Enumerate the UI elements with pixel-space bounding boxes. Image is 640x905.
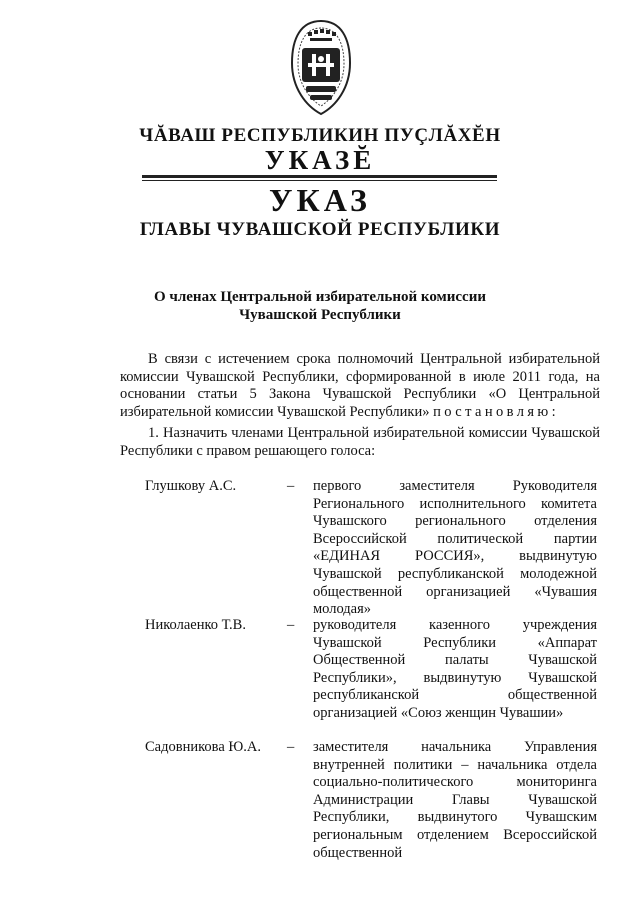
member-description: руководителя казенного учреждения Чувашской Республики «Аппарат Общественной палаты Чувашской Республики», выдвинутую Чувашской республиканской общественной организацией «Союз женщин Чувашии» [313,617,597,721]
intro-paragraph [120,351,600,421]
state-emblem-icon [286,18,356,118]
member-description: первого заместителя Руководителя Регионального исполнительного комитета Чувашского регионального отделения Всероссийской политической партии «ЕДИНАЯ РОССИЯ», выдвинутую Чувашской республиканской молодежной общественной организацией «Чувашия молодая» [313,478,597,618]
decree-subject-line2: Чувашской Республики [239,307,401,323]
member-name: Глушкову А.С. [145,478,237,494]
member-dash: – [287,739,295,755]
item-1-paragraph: 1. Назначить членами Центральной избирательной комиссии Чувашской Республики с правом решающего голоса: [120,425,600,459]
intro-text: В связи с истечением срока полномочий Центральной избирательной комиссии Чувашской Республики, сформированной в июле 2011 года, на основании статьи 5 Закона Чувашской Республики «О Центральной избирательной комиссии Чувашской Республики» [120,351,600,420]
header-russian-title: УКАЗ [269,182,371,218]
decree-subject-line1: О членах Центральной избирательной комиссии [153,289,486,305]
member-dash: – [287,617,295,633]
header-divider [142,175,497,178]
member-description: заместителя начальника Управления внутренней политики – начальника отдела социально-политического мониторинга Администрации Главы Чувашской Республики, выдвинутого Чувашским региональным отделением Всероссийской общественной [313,739,597,861]
header-chuvash-title: УКАЗĔ [264,145,376,175]
header-divider-thin [142,180,497,181]
member-name: Николаенко Т.В. [145,617,246,633]
header-chuvash-line1: ЧĂВАШ РЕСПУБЛИКИН ПУÇЛĂХĔН [139,125,501,146]
decree-word: постановляю: [433,403,560,420]
header-russian-line2: ГЛАВЫ ЧУВАШСКОЙ РЕСПУБЛИКИ [139,219,501,240]
member-name: Садовникова Ю.А. [145,739,261,755]
member-dash: – [287,478,295,494]
